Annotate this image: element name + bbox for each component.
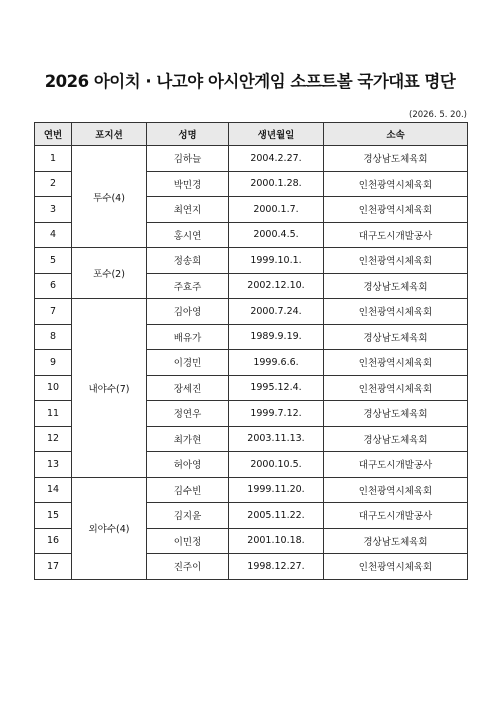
cell-team: 대구도시개발공사 bbox=[324, 222, 468, 248]
cell-number: 14 bbox=[35, 477, 72, 503]
cell-birthdate: 1999.10.1. bbox=[229, 248, 324, 274]
document-title: 2026 아이치 · 나고야 아시안게임 소프트볼 국가대표 명단 bbox=[44, 72, 456, 91]
cell-number: 4 bbox=[35, 222, 72, 248]
cell-birthdate: 1999.6.6. bbox=[229, 350, 324, 376]
cell-name: 홍시연 bbox=[147, 222, 229, 248]
cell-name: 허아영 bbox=[147, 452, 229, 478]
cell-team: 인천광역시체육회 bbox=[324, 171, 468, 197]
cell-position: 외야수(4) bbox=[72, 477, 147, 579]
cell-birthdate: 2005.11.22. bbox=[229, 503, 324, 529]
cell-team: 인천광역시체육회 bbox=[324, 350, 468, 376]
cell-birthdate: 2000.10.5. bbox=[229, 452, 324, 478]
cell-number: 2 bbox=[35, 171, 72, 197]
cell-birthdate: 1989.9.19. bbox=[229, 324, 324, 350]
cell-birthdate: 2000.1.28. bbox=[229, 171, 324, 197]
cell-team: 경상남도체육회 bbox=[324, 528, 468, 554]
cell-name: 김지윤 bbox=[147, 503, 229, 529]
cell-number: 8 bbox=[35, 324, 72, 350]
cell-birthdate: 2004.2.27. bbox=[229, 146, 324, 172]
cell-birthdate: 2000.7.24. bbox=[229, 299, 324, 325]
cell-birthdate: 2000.1.7. bbox=[229, 197, 324, 223]
cell-number: 17 bbox=[35, 554, 72, 580]
table-row bbox=[35, 248, 468, 274]
cell-position: 포수(2) bbox=[72, 248, 147, 299]
cell-team: 인천광역시체육회 bbox=[324, 477, 468, 503]
cell-birthdate: 1999.7.12. bbox=[229, 401, 324, 427]
cell-team: 경상남도체육회 bbox=[324, 324, 468, 350]
header-team: 소속 bbox=[324, 123, 468, 146]
roster-table bbox=[34, 122, 468, 580]
cell-number: 7 bbox=[35, 299, 72, 325]
cell-number: 12 bbox=[35, 426, 72, 452]
cell-team: 경상남도체육회 bbox=[324, 146, 468, 172]
cell-number: 1 bbox=[35, 146, 72, 172]
cell-number: 15 bbox=[35, 503, 72, 529]
cell-birthdate: 2002.12.10. bbox=[229, 273, 324, 299]
cell-number: 9 bbox=[35, 350, 72, 376]
cell-name: 김하늘 bbox=[147, 146, 229, 172]
cell-team: 대구도시개발공사 bbox=[324, 503, 468, 529]
cell-team: 경상남도체육회 bbox=[324, 273, 468, 299]
cell-name: 박민경 bbox=[147, 171, 229, 197]
header-number: 연번 bbox=[35, 123, 72, 146]
cell-team: 인천광역시체육회 bbox=[324, 375, 468, 401]
cell-name: 정송희 bbox=[147, 248, 229, 274]
cell-name: 주효주 bbox=[147, 273, 229, 299]
cell-birthdate: 2001.10.18. bbox=[229, 528, 324, 554]
table-header-row bbox=[35, 123, 468, 146]
header-birthdate: 생년월일 bbox=[229, 123, 324, 146]
cell-birthdate: 1995.12.4. bbox=[229, 375, 324, 401]
cell-team: 인천광역시체육회 bbox=[324, 197, 468, 223]
cell-team: 인천광역시체육회 bbox=[324, 248, 468, 274]
cell-name: 진주이 bbox=[147, 554, 229, 580]
cell-team: 경상남도체육회 bbox=[324, 401, 468, 427]
cell-name: 최연지 bbox=[147, 197, 229, 223]
cell-number: 10 bbox=[35, 375, 72, 401]
cell-position: 내야수(7) bbox=[72, 299, 147, 478]
cell-birthdate: 2000.4.5. bbox=[229, 222, 324, 248]
cell-number: 6 bbox=[35, 273, 72, 299]
cell-number: 16 bbox=[35, 528, 72, 554]
cell-team: 인천광역시체육회 bbox=[324, 299, 468, 325]
cell-name: 이민정 bbox=[147, 528, 229, 554]
cell-birthdate: 1998.12.27. bbox=[229, 554, 324, 580]
cell-team: 대구도시개발공사 bbox=[324, 452, 468, 478]
table-row bbox=[35, 477, 468, 503]
table-row bbox=[35, 299, 468, 325]
cell-name: 장세진 bbox=[147, 375, 229, 401]
header-position: 포지션 bbox=[72, 123, 147, 146]
cell-name: 정연우 bbox=[147, 401, 229, 427]
cell-team: 인천광역시체육회 bbox=[324, 554, 468, 580]
cell-number: 11 bbox=[35, 401, 72, 427]
table-row bbox=[35, 146, 468, 172]
cell-position: 투수(4) bbox=[72, 146, 147, 248]
cell-birthdate: 2003.11.13. bbox=[229, 426, 324, 452]
cell-name: 김수빈 bbox=[147, 477, 229, 503]
cell-number: 3 bbox=[35, 197, 72, 223]
cell-number: 5 bbox=[35, 248, 72, 274]
cell-name: 배유가 bbox=[147, 324, 229, 350]
header-name: 성명 bbox=[147, 123, 229, 146]
cell-name: 이경민 bbox=[147, 350, 229, 376]
cell-name: 최가현 bbox=[147, 426, 229, 452]
cell-number: 13 bbox=[35, 452, 72, 478]
cell-birthdate: 1999.11.20. bbox=[229, 477, 324, 503]
cell-name: 김아영 bbox=[147, 299, 229, 325]
cell-team: 경상남도체육회 bbox=[324, 426, 468, 452]
document-date: (2026. 5. 20.) bbox=[409, 110, 467, 120]
roster-body bbox=[35, 146, 468, 580]
